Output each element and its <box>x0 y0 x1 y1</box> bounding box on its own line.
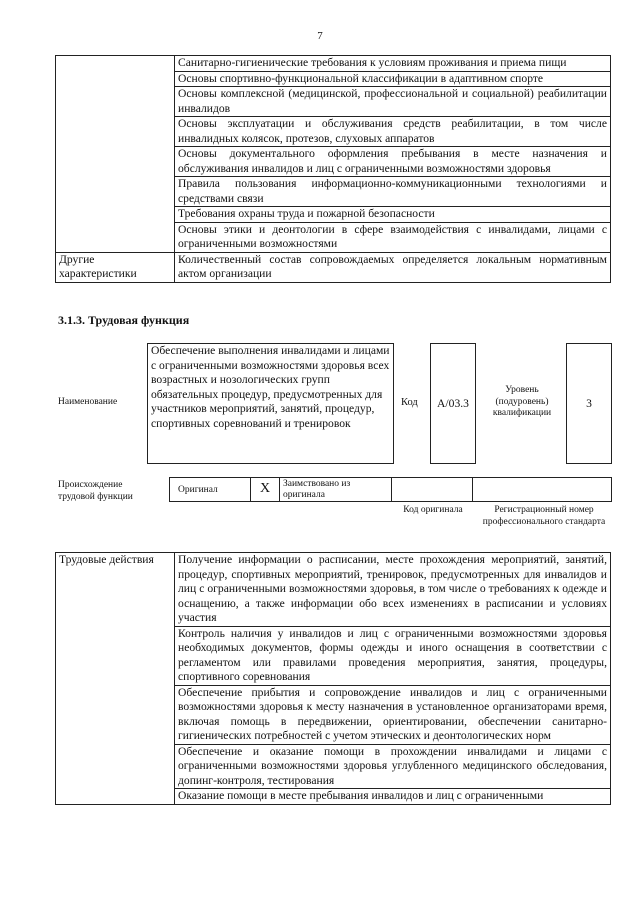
reg-caption: Регистрационный номер профессионального стандарта <box>482 505 606 527</box>
function-name: Обеспечение выполнения инвалидами и лицами с ограниченными возможностями здоровья всех возрастных и нозологических групп обязательных процедур, предусмотренных для участников мероприятий, занятий, процедур, спортивных соревнований и тренировок <box>147 343 394 464</box>
knowledge-label-cell <box>56 56 175 253</box>
action-row: Контроль наличия у инвалидов и лиц с ограниченными возможностями здоровья необходимых документов, формы одежды и иного оснащения в соответствии с регламентом или правилами проведения мероприятия, занятия, процедуры, спортивного соревнования <box>175 626 611 685</box>
action-row: Получение информации о расписании, месте прохождения мероприятий, занятий, процедур, спортивных мероприятий, тренировок, предусмотренных для инвалидов и лиц с ограниченными возможностями здоровья, в том числе о требованиях к одежде и оснащению, а также информации обо всех изменениях в расписании и условиях участия <box>175 553 611 627</box>
knowledge-row: Требования охраны труда и пожарной безопасности <box>175 207 611 223</box>
action-row: Оказание помощи в месте пребывания инвалидов и лиц с ограниченными <box>175 789 611 805</box>
action-row: Обеспечение и оказание помощи в прохождении инвалидами и лицами с ограниченными возможностями здоровья углубленного медицинского обследования, допинг-контроля, тестирования <box>175 744 611 789</box>
actions-table <box>55 552 611 805</box>
knowledge-row: Основы этики и деонтологии в сфере взаимодействия с инвалидами, лицами с ограниченными возможностями <box>175 222 611 252</box>
knowledge-row: Основы спортивно-функциональной классификации в адаптивном спорте <box>175 71 611 87</box>
origin-borrowed: Заимствовано из оригинала <box>279 477 392 502</box>
origin-code-cell <box>391 477 473 502</box>
knowledge-table <box>55 55 611 283</box>
function-level: 3 <box>566 343 612 464</box>
knowledge-row: Правила пользования информационно-коммуникационными технологиями и средствами связи <box>175 177 611 207</box>
other-text: Количественный состав сопровождаемых определяется локальным нормативным актом организации <box>175 252 611 282</box>
knowledge-row: Основы эксплуатации и обслуживания средств реабилитации, в том числе инвалидных колясок, протезов, слуховых аппаратов <box>175 117 611 147</box>
other-label: Другие характеристики <box>56 252 175 282</box>
origin-reg-cell <box>472 477 612 502</box>
code-orig-caption: Код оригинала <box>403 505 463 515</box>
level-label: Уровень (подуровень) квалификации <box>492 385 552 418</box>
code-label: Код <box>401 397 418 408</box>
action-row: Обеспечение прибытия и сопровождение инвалидов и лиц с ограниченными возможностями здоровья к месту назначения в установленное организаторами время, включая помощь в передвижении, ориентировании, обеспечении санитарно-гигиенических потребностей с учетом этических и деонтологических норм <box>175 685 611 744</box>
knowledge-row: Санитарно-гигиенические требования к условиям проживания и приема пищи <box>175 56 611 72</box>
origin-row <box>170 477 612 502</box>
origin-original: Оригинал <box>169 477 251 502</box>
page-number: 7 <box>317 30 323 42</box>
origin-label: Происхождение трудовой функции <box>58 480 133 502</box>
knowledge-row: Основы документального оформления пребывания в месте назначения и обслуживания инвалидов и лиц с ограниченными возможностями здоровья <box>175 147 611 177</box>
function-code: A/03.3 <box>430 343 476 464</box>
knowledge-row: Основы комплексной (медицинской, профессиональной и социальной) реабилитации инвалидов <box>175 87 611 117</box>
actions-label: Трудовые действия <box>56 553 175 805</box>
name-label: Наименование <box>58 397 118 407</box>
origin-mark: X <box>250 477 280 502</box>
section-title: 3.1.3. Трудовая функция <box>58 313 190 327</box>
